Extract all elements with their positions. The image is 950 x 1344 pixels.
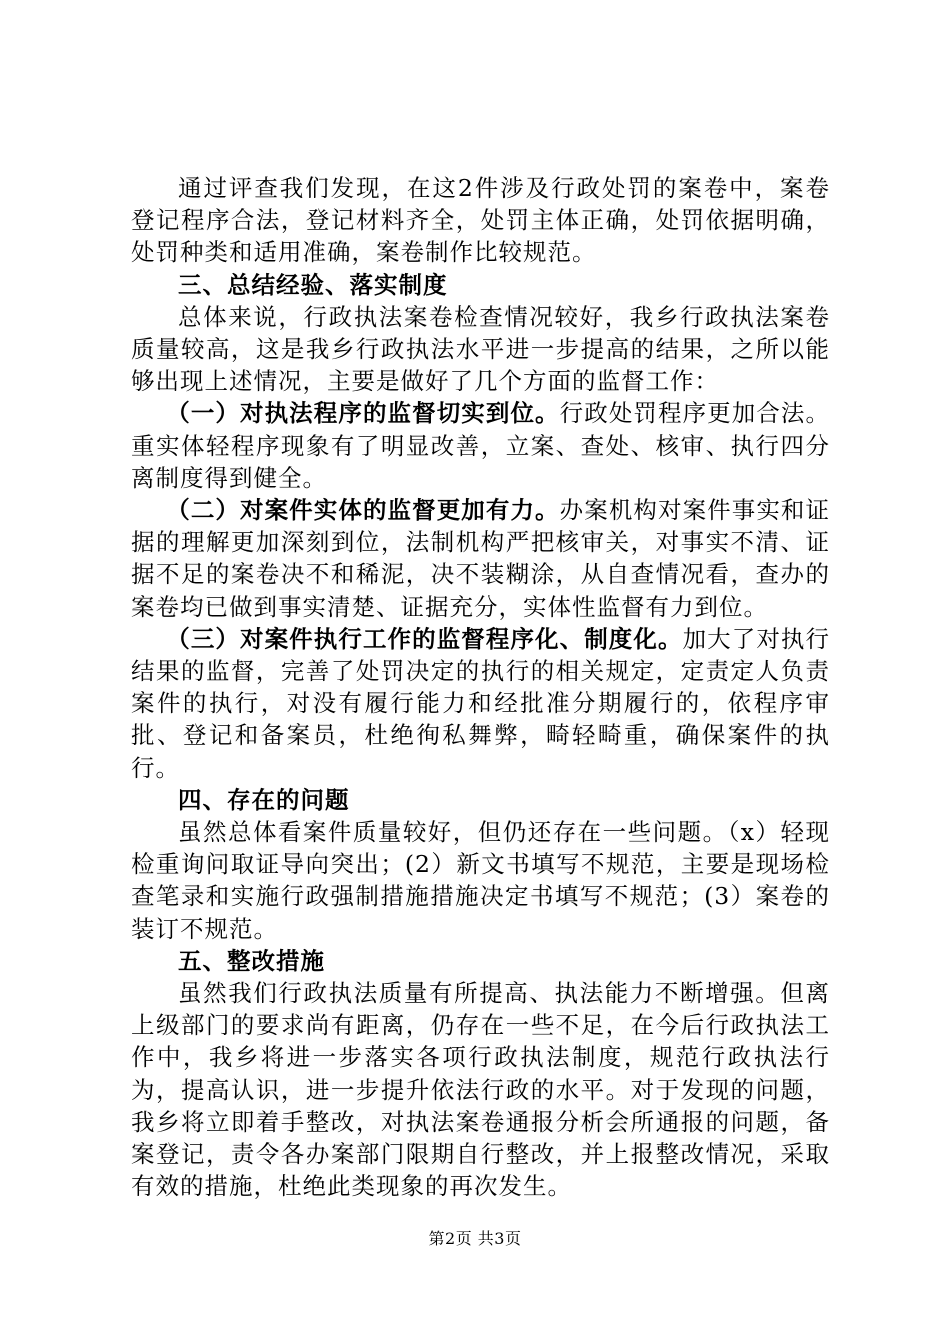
document-body — [131, 172, 830, 1203]
paragraph-entity-supervision — [131, 494, 830, 623]
heading-problems: 四、存在的问题 — [178, 785, 350, 814]
heading-summary: 三、总结经验、落实制度 — [178, 270, 448, 299]
subheading-entity: （二）对案件实体的监督更加有力。 — [166, 496, 560, 525]
paragraph-review-findings: 通过评查我们发现，在这2件涉及行政处罚的案卷中，案卷登记程序合法，登记材料齐全，处罚主体正确，处罚依据明确，处罚种类和适用准确，案卷制作比较规范。 — [131, 174, 830, 267]
paragraph-procedure-text: 行政处罚程序更加合法。重实体轻程序现象有了明显改善，立案、查处、核审、执行四分离制度得到健全。 — [131, 399, 831, 492]
paragraph-overall: 总体来说，行政执法案卷检查情况较好，我乡行政执法案卷质量较高，这是我乡行政执法水平进一步提高的结果，之所以能够出现上述情况，主要是做好了几个方面的监督工作： — [131, 302, 830, 396]
paragraph-execution-text: 加大了对执行结果的监督，完善了处罚决定的执行的相关规定，定责定人负责案件的执行，对没有履行能力和经批准分期履行的，依程序审批、登记和备案员，杜绝徇私舞弊，畸轻畸重，确保案件的执行。 — [131, 624, 831, 782]
paragraph-rectification: 虽然我们行政执法质量有所提高、执法能力不断增强。但离上级部门的要求尚有距离，仍存在一些不足，在今后行政执法工作中，我乡将进一步落实各项行政执法制度，规范行政执法行为，提高认识，进一步提升依法行政的水平。对于发现的问题，我乡将立即着手整改，对执法案卷通报分析会所通报的问题，备案登记，责令各办案部门限期自行整改，并上报整改情况，采取有效的措施，杜绝此类现象的再次发生。 — [131, 979, 830, 1201]
paragraph-entity-text: 办案机构对案件事实和证据的理解更加深刻到位，法制机构严把核审关，对事实不清、证据不足的案卷决不和稀泥，决不装糊涂，从自查情况看，查办的案卷均已做到事实清楚、证据充分，实体性监督有力到位。 — [131, 496, 831, 621]
subheading-execution: （三）对案件执行工作的监督程序化、制度化。 — [166, 624, 683, 653]
paragraph-problems: 虽然总体看案件质量较好，但仍还存在一些问题。（x）轻现检重询问取证导向突出；(2）新文书填写不规范，主要是现场检查笔录和实施行政强制措施措施决定书填写不规范；(3）案卷的装订不规范。 — [131, 818, 830, 943]
heading-rectification: 五、整改措施 — [178, 946, 325, 975]
paragraph-procedure-supervision — [131, 397, 830, 494]
subheading-procedure: （一）对执法程序的监督切实到位。 — [166, 399, 560, 428]
page-number-footer: 第2页 共3页 — [428, 1229, 522, 1248]
paragraph-execution-supervision — [131, 623, 830, 784]
